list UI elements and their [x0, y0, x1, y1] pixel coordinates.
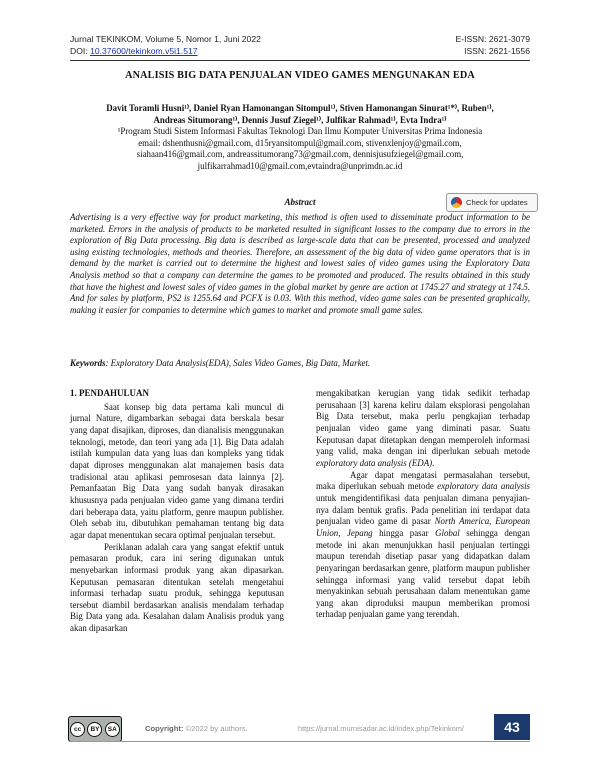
right-p1-end: .: [432, 457, 435, 468]
keywords-line: [70, 358, 530, 368]
copyright-text: ©2022 by authors.: [183, 724, 248, 733]
doi-link[interactable]: 10.37600/tekinkom.v5i1.517: [90, 45, 198, 56]
page-number: 43: [494, 714, 530, 740]
keywords-label: Keywords: [70, 358, 106, 368]
sa-icon: SA: [105, 722, 120, 737]
keywords-value: : Exploratory Data Analysis(EDA), Sales Video Games, Big Data, Market.: [105, 358, 371, 368]
doi-line: [70, 46, 261, 58]
doi-label: DOI:: [70, 45, 91, 56]
right-p2-text-b: untuk mengidentifikasi data penjualan dimana penyajian-nya dalam bentuk grafis. Pada penelitian ini terdapat data penjualan video game di pasar: [316, 492, 530, 527]
cc-license-badge[interactable]: [68, 716, 122, 742]
email-line-1: email: dshenthusni@gmail.com, d15ryansitompul@gmail.com, stivenxlenjoy@gmail.com,: [138, 137, 462, 148]
right-p2-text-c: hingga pasar: [372, 527, 436, 538]
author-block: [80, 103, 520, 172]
header-right: [455, 34, 530, 57]
right-p2-markets: North America, European Union, Jepang: [316, 516, 530, 538]
email-line-2: siahaan416@gmail.com, andreassitumorang73@gmail.com, dennisjusufziegel@gmail.com,: [136, 149, 464, 159]
left-paragraph-2: Periklanan adalah cara yang sangat efektif untuk pemasaran produk, cara ini sering digunakan untuk menyebarkan informasi produk yang akan dipasarkan. Keputusan pemasaran ditentukan setelah mengetahui informasi terhadap suatu produk, sehingga keputusan tersebut diambil berdasarkan analisis mendalam terhadap Big Data yang ada. Kesalahan dalam Analisis produk yang akan dipasarkan: [70, 541, 284, 634]
issn: ISSN: 2621-1556: [464, 45, 530, 56]
eissn: E-ISSN: 2621-3079: [455, 34, 530, 44]
copyright-label: Copyright:: [145, 724, 184, 733]
section-heading: 1. PENDAHULUAN: [70, 388, 150, 398]
left-column: [70, 388, 284, 635]
right-p2-text-d: sehingga dengan metode ini akan menunjukkan hasil penjualan tertinggi maupun terendah disetiap pasar yang didapatkan dalam penyaringan berdasarkan genre, platform maupun publisher sehingga informasi yang valid tersebut dapat lebih menyakinkan sebuah perusahaan dalam menentukan game yang akan diproduksi maupun memberikan promosi terhadap penjualan game yang terendah.: [316, 527, 530, 620]
copyright: [145, 724, 248, 733]
check-for-updates-label: Check for updates: [466, 198, 528, 207]
right-p2-global: Global: [435, 527, 460, 538]
header-left: [70, 34, 261, 57]
journal-name: Jurnal TEKINKOM, Volume 5, Nomor 1, Juni 2022: [70, 34, 261, 44]
right-column: [316, 388, 530, 621]
author-line-2: Andreas Situmorang¹⁾, Dennis Jusuf Ziegel¹⁾, Julfikar Rahmad¹⁾, Evta Indra¹⁾: [153, 114, 447, 125]
right-p1-emphasis: exploratory data analysis (EDA): [316, 457, 433, 468]
email-line-3: julfikarrahmad10@gmail.com,evtaindra@unprimdn.ac.id: [197, 160, 403, 171]
by-icon: BY: [87, 722, 102, 737]
right-p1-text: mengakibatkan kerugian yang tidak sedikit terhadap perusahaan [3] karena keliru dalam eksplorasi pengolahan Big Data tersebut, maka perlu pengkajian terhadap penjualan video game yang diminati pasar. Suatu Keputusan dapat ditetapkan dengan memperoleh informasi yang valid, maka dengan ini diperlukan sebuah metode: [316, 388, 530, 457]
abstract-text: Advertising is a very effective way for product marketing, this method is often used to disseminate product information to be marketed. Errors in the analysis of products to be marketed resulted in significant losses to the company due to errors in the exploration of Big Data processing. Big data is described as large-scale data that can be presented, processed and analyzed using existing technologies, methods and theories. Therefore, an assessment of the big data of video game operators that is in demand by the market is carried out to determine the highest and lowest sales of video games using the Exploratory Data Analysis method so that a company can determine the games to be promoted and produced. The results obtained in this study that have the highest and lowest sales of video games in the global market by genre are action at 1745.27 and strategy at 174.5. And for sales by platform, PS2 is 1255.64 and PCFX is 0.03. With this method, video game sales can be presented graphically, making it easier for companies to determine which games to market and promote small game sales.: [70, 212, 530, 315]
header-divider: [70, 60, 530, 61]
cc-icon: cc: [70, 722, 85, 737]
right-paragraph-2: [316, 470, 530, 622]
author-line-1: Davit Toramli Husni¹⁾, Daniel Ryan Hamonangan Sitompul¹⁾, Stiven Hamonangan Sinurat¹*⁾, Ruben¹⁾,: [106, 103, 494, 113]
footer-divider: [70, 741, 530, 742]
check-for-updates-button[interactable]: [446, 193, 538, 212]
paper-title: ANALISIS BIG DATA PENJUALAN VIDEO GAMES MENGUNAKAN EDA: [125, 70, 475, 81]
right-p2-emphasis: exploratory data analysis: [437, 481, 530, 492]
journal-url[interactable]: https://jurnal.murnisadar.ac.id/index.php/Tekinkom/: [298, 724, 464, 733]
abstract-heading: Abstract: [284, 197, 316, 207]
crossmark-icon: [451, 197, 462, 208]
affiliation: ¹Program Studi Sistem Informasi Fakultas Teknologi Dan Ilmu Komputer Universitas Prima Indonesia: [117, 126, 483, 136]
right-p2-text-a: Agar dapat mengatasi permasalahan tersebut, maka diperlukan sebuah metode: [316, 469, 530, 492]
right-paragraph-1: [316, 388, 530, 470]
left-paragraph-1: Saat konsep big data pertama kali muncul di jurnal Nature, digambarkan sebagai data berskala besar yang dapat disajikan, diproses, dan dianalisis menggunakan teknologi, metode, dan teori yang ada [1]. Big Data adalah istilah kumpulan data yang luas dan kompleks yang tidak dapat diproses menggunakan alat manajemen basis data tradisional atau aplikasi pemrosesan data lainnya [2]. Pemanfaatan Big Data yang sudah banyak dirasakan khususnya pada penjualan video game yang dimana terdiri dari beberapa data, yaitu platform, genre maupun publisher. Oleh sebab itu, dibutuhkan pemahaman tentang big data agar dapat menentukan secara optimal penjualan tersebut.: [70, 401, 284, 540]
